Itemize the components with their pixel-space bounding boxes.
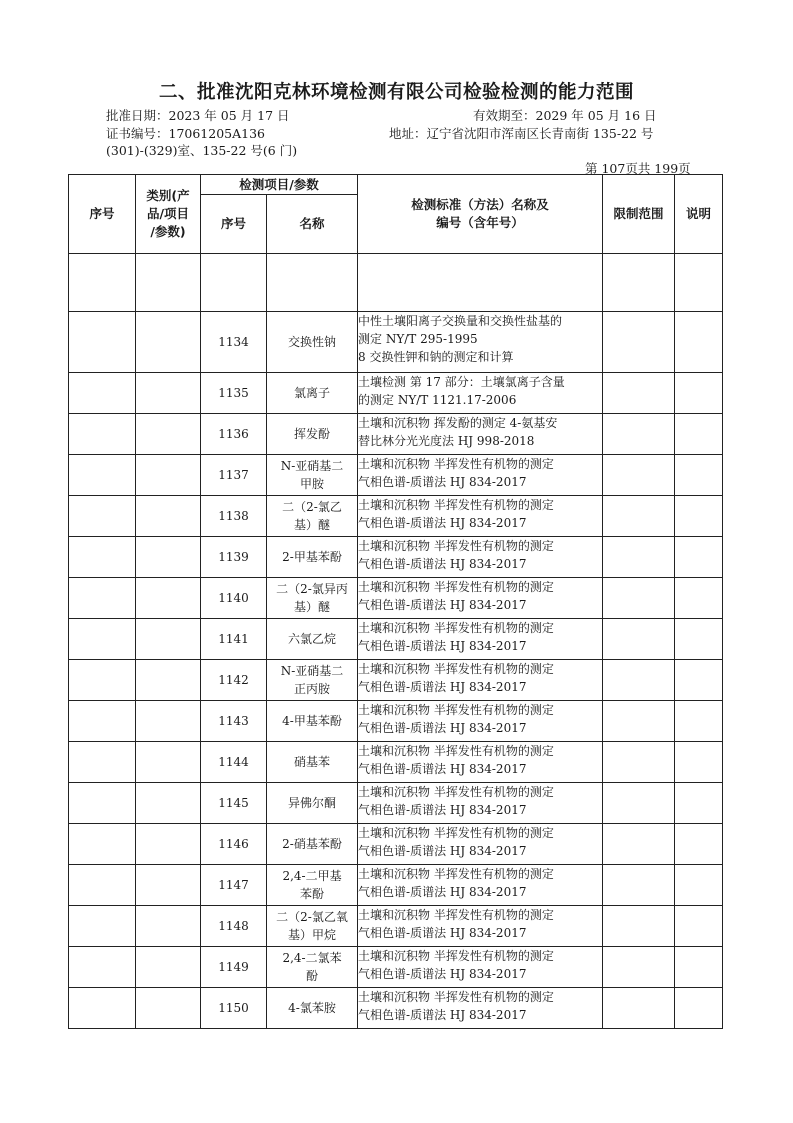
limit-cell [603,455,675,496]
standard-line: 气相色谱-质谱法 HJ 834-2017 [358,762,527,776]
standard-line: 土壤和沉积物 半挥发性有机物的测定 [358,662,554,676]
standard-line: 气相色谱-质谱法 HJ 834-2017 [358,475,527,489]
table-row [69,455,723,496]
seq-cell [69,373,136,414]
item-name-line: 基）甲烷 [288,928,337,942]
header-category-line: /参数) [150,224,186,239]
category-cell [136,660,201,701]
header-limit: 限制范围 [603,175,675,254]
note-cell [675,701,723,742]
header-item-name: 名称 [267,195,358,254]
note-cell [675,414,723,455]
empty-cell [675,254,723,312]
item-name [267,783,358,824]
seq-cell [69,578,136,619]
item-name [267,619,358,660]
standard-line: 气相色谱-质谱法 HJ 834-2017 [358,1008,527,1022]
table-row [69,373,723,414]
item-name-line: 2-硝基苯酚 [282,837,342,851]
standard-cell [358,455,603,496]
standard-line: 气相色谱-质谱法 HJ 834-2017 [358,639,527,653]
standard-line: 土壤和沉积物 半挥发性有机物的测定 [358,867,554,881]
standard-cell [358,906,603,947]
item-number: 1145 [201,783,267,824]
item-name-line: 异佛尔酮 [288,796,337,810]
item-number: 1137 [201,455,267,496]
item-name [267,660,358,701]
item-name-line: 基）醚 [294,518,331,532]
item-name-line: 氯离子 [294,386,331,400]
header-seq: 序号 [69,175,136,254]
category-cell [136,988,201,1029]
header-standard-line: 编号（含年号） [436,215,524,230]
table-row [69,312,723,373]
standard-line: 中性土壤阳离子交换量和交换性盐基的 [358,314,563,328]
item-name [267,947,358,988]
standard-cell [358,312,603,373]
item-name-line: N-亚硝基二 [280,664,344,678]
item-name-line: 苯酚 [300,887,325,901]
standard-line: 气相色谱-质谱法 HJ 834-2017 [358,598,527,612]
header-standard-line: 检测标准（方法）名称及 [411,197,549,212]
standard-cell [358,619,603,660]
standard-line: 土壤和沉积物 半挥发性有机物的测定 [358,949,554,963]
seq-cell [69,619,136,660]
item-number: 1150 [201,988,267,1029]
seq-cell [69,660,136,701]
empty-cell [136,254,201,312]
standard-line: 土壤和沉积物 半挥发性有机物的测定 [358,498,554,512]
item-name [267,906,358,947]
standard-cell [358,578,603,619]
item-name [267,578,358,619]
standard-line: 气相色谱-质谱法 HJ 834-2017 [358,557,527,571]
item-name-line: 二（2-氯异丙 [276,582,348,596]
standard-line: 气相色谱-质谱法 HJ 834-2017 [358,844,527,858]
header-item-group: 检测项目/参数 [201,175,358,195]
item-number: 1134 [201,312,267,373]
limit-cell [603,373,675,414]
category-cell [136,578,201,619]
standard-line: 土壤和沉积物 半挥发性有机物的测定 [358,744,554,758]
seq-cell [69,988,136,1029]
limit-cell [603,906,675,947]
standard-line: 的测定 NY/T 1121.17-2006 [358,393,517,407]
item-name-line: 2,4-二甲基 [282,869,342,883]
limit-cell [603,865,675,906]
limit-cell [603,701,675,742]
note-cell [675,783,723,824]
limit-cell [603,414,675,455]
standard-line: 替比林分光光度法 HJ 998-2018 [358,434,535,448]
item-number: 1141 [201,619,267,660]
standard-cell [358,660,603,701]
standard-cell [358,701,603,742]
standard-line: 气相色谱-质谱法 HJ 834-2017 [358,721,527,735]
seq-cell [69,947,136,988]
item-name [267,414,358,455]
item-name-line: 2,4-二氯苯 [282,951,342,965]
standard-line: 土壤和沉积物 半挥发性有机物的测定 [358,580,554,594]
limit-cell [603,578,675,619]
page-info: 第 107页共 199页 [585,161,691,176]
item-name-line: 4-甲基苯酚 [282,714,342,728]
category-cell [136,455,201,496]
item-name-line: 正丙胺 [294,682,331,696]
header-note: 说明 [675,175,723,254]
note-cell [675,537,723,578]
item-number: 1149 [201,947,267,988]
item-number: 1148 [201,906,267,947]
standard-line: 土壤检测 第 17 部分：土壤氯离子含量 [358,375,565,389]
limit-cell [603,496,675,537]
empty-cell [267,254,358,312]
valid-until: 有效期至：2029 年 05 月 16 日 [473,108,657,123]
seq-cell [69,783,136,824]
item-name [267,312,358,373]
address: 地址：辽宁省沈阳市浑南区长青南街 135-22 号 [389,126,654,141]
header-category-line: 品/项目 [146,206,190,221]
standard-line: 土壤和沉积物 半挥发性有机物的测定 [358,908,554,922]
standard-cell [358,824,603,865]
standard-line: 土壤和沉积物 半挥发性有机物的测定 [358,539,554,553]
item-number: 1139 [201,537,267,578]
table-row [69,578,723,619]
item-number: 1147 [201,865,267,906]
table-row [69,414,723,455]
limit-cell [603,537,675,578]
note-cell [675,906,723,947]
standard-cell [358,742,603,783]
note-cell [675,578,723,619]
table-row [69,660,723,701]
limit-cell [603,988,675,1029]
item-name [267,988,358,1029]
item-name [267,865,358,906]
header-category-line: 类别(产 [146,188,190,203]
standard-line: 土壤和沉积物 挥发酚的测定 4-氨基安 [358,416,558,430]
item-name [267,701,358,742]
note-cell [675,947,723,988]
limit-cell [603,619,675,660]
standard-line: 气相色谱-质谱法 HJ 834-2017 [358,885,527,899]
address-continued: (301)-(329)室、135-22 号(6 门) [106,143,298,158]
item-name-line: 基）醚 [294,600,331,614]
seq-cell [69,455,136,496]
item-name-line: 4-氯苯胺 [288,1001,336,1015]
item-name-line: 二（2-氯乙 [282,500,342,514]
item-name-line: 六氯乙烷 [288,632,337,646]
item-name-line: 二（2-氯乙氧 [276,910,348,924]
spacer-row [69,254,723,312]
seq-cell [69,312,136,373]
note-cell [675,619,723,660]
standard-cell [358,537,603,578]
item-number: 1144 [201,742,267,783]
standard-line: 气相色谱-质谱法 HJ 834-2017 [358,967,527,981]
empty-cell [358,254,603,312]
standard-cell [358,947,603,988]
standard-line: 土壤和沉积物 半挥发性有机物的测定 [358,990,554,1004]
capability-table [68,174,723,1029]
item-number: 1135 [201,373,267,414]
item-name-line: 甲胺 [300,477,325,491]
seq-cell [69,906,136,947]
empty-cell [201,254,267,312]
limit-cell [603,783,675,824]
standard-line: 土壤和沉积物 半挥发性有机物的测定 [358,457,554,471]
category-cell [136,701,201,742]
seq-cell [69,865,136,906]
note-cell [675,742,723,783]
table-row [69,906,723,947]
category-cell [136,414,201,455]
limit-cell [603,660,675,701]
standard-line: 气相色谱-质谱法 HJ 834-2017 [358,803,527,817]
table-row [69,947,723,988]
item-name [267,373,358,414]
note-cell [675,373,723,414]
approval-date: 批准日期：2023 年 05 月 17 日 [106,108,290,123]
item-number: 1136 [201,414,267,455]
item-name-line: 2-甲基苯酚 [282,550,342,564]
standard-line: 气相色谱-质谱法 HJ 834-2017 [358,926,527,940]
category-cell [136,783,201,824]
standard-cell [358,988,603,1029]
standard-cell [358,373,603,414]
table-row [69,988,723,1029]
item-name-line: N-亚硝基二 [280,459,344,473]
item-number: 1146 [201,824,267,865]
item-name [267,455,358,496]
seq-cell [69,701,136,742]
standard-line: 8 交换性钾和钠的测定和计算 [358,350,514,364]
seq-cell [69,824,136,865]
table-row [69,619,723,660]
limit-cell [603,312,675,373]
category-cell [136,824,201,865]
note-cell [675,660,723,701]
header-item-seq: 序号 [201,195,267,254]
limit-cell [603,742,675,783]
certificate-number: 证书编号：17061205A136 [106,126,266,141]
standard-cell [358,783,603,824]
table-row [69,537,723,578]
item-number: 1143 [201,701,267,742]
category-cell [136,619,201,660]
seq-cell [69,742,136,783]
category-cell [136,906,201,947]
table-row [69,742,723,783]
limit-cell [603,947,675,988]
standard-line: 土壤和沉积物 半挥发性有机物的测定 [358,621,554,635]
category-cell [136,373,201,414]
limit-cell [603,824,675,865]
seq-cell [69,414,136,455]
table-row [69,496,723,537]
standard-cell [358,865,603,906]
seq-cell [69,537,136,578]
standard-cell [358,496,603,537]
standard-line: 测定 NY/T 295-1995 [358,332,478,346]
header-standard [358,175,603,254]
note-cell [675,824,723,865]
item-name [267,742,358,783]
category-cell [136,537,201,578]
note-cell [675,312,723,373]
table-row [69,824,723,865]
item-name [267,824,358,865]
page-title: 二、批准沈阳克林环境检测有限公司检验检测的能力范围 [158,82,634,103]
category-cell [136,312,201,373]
item-number: 1140 [201,578,267,619]
item-number: 1142 [201,660,267,701]
table-row [69,701,723,742]
category-cell [136,496,201,537]
item-name [267,537,358,578]
standard-line: 气相色谱-质谱法 HJ 834-2017 [358,680,527,694]
note-cell [675,496,723,537]
item-name-line: 交换性钠 [288,335,337,349]
standard-line: 土壤和沉积物 半挥发性有机物的测定 [358,826,554,840]
standard-cell [358,414,603,455]
standard-line: 土壤和沉积物 半挥发性有机物的测定 [358,703,554,717]
empty-cell [69,254,136,312]
empty-cell [603,254,675,312]
item-number: 1138 [201,496,267,537]
category-cell [136,947,201,988]
category-cell [136,742,201,783]
category-cell [136,865,201,906]
note-cell [675,865,723,906]
item-name-line: 酚 [306,969,319,983]
seq-cell [69,496,136,537]
table-row [69,865,723,906]
standard-line: 气相色谱-质谱法 HJ 834-2017 [358,516,527,530]
item-name-line: 硝基苯 [294,755,331,769]
header-category [136,175,201,254]
standard-line: 土壤和沉积物 半挥发性有机物的测定 [358,785,554,799]
table-row [69,783,723,824]
item-name [267,496,358,537]
item-name-line: 挥发酚 [294,427,331,441]
note-cell [675,455,723,496]
note-cell [675,988,723,1029]
